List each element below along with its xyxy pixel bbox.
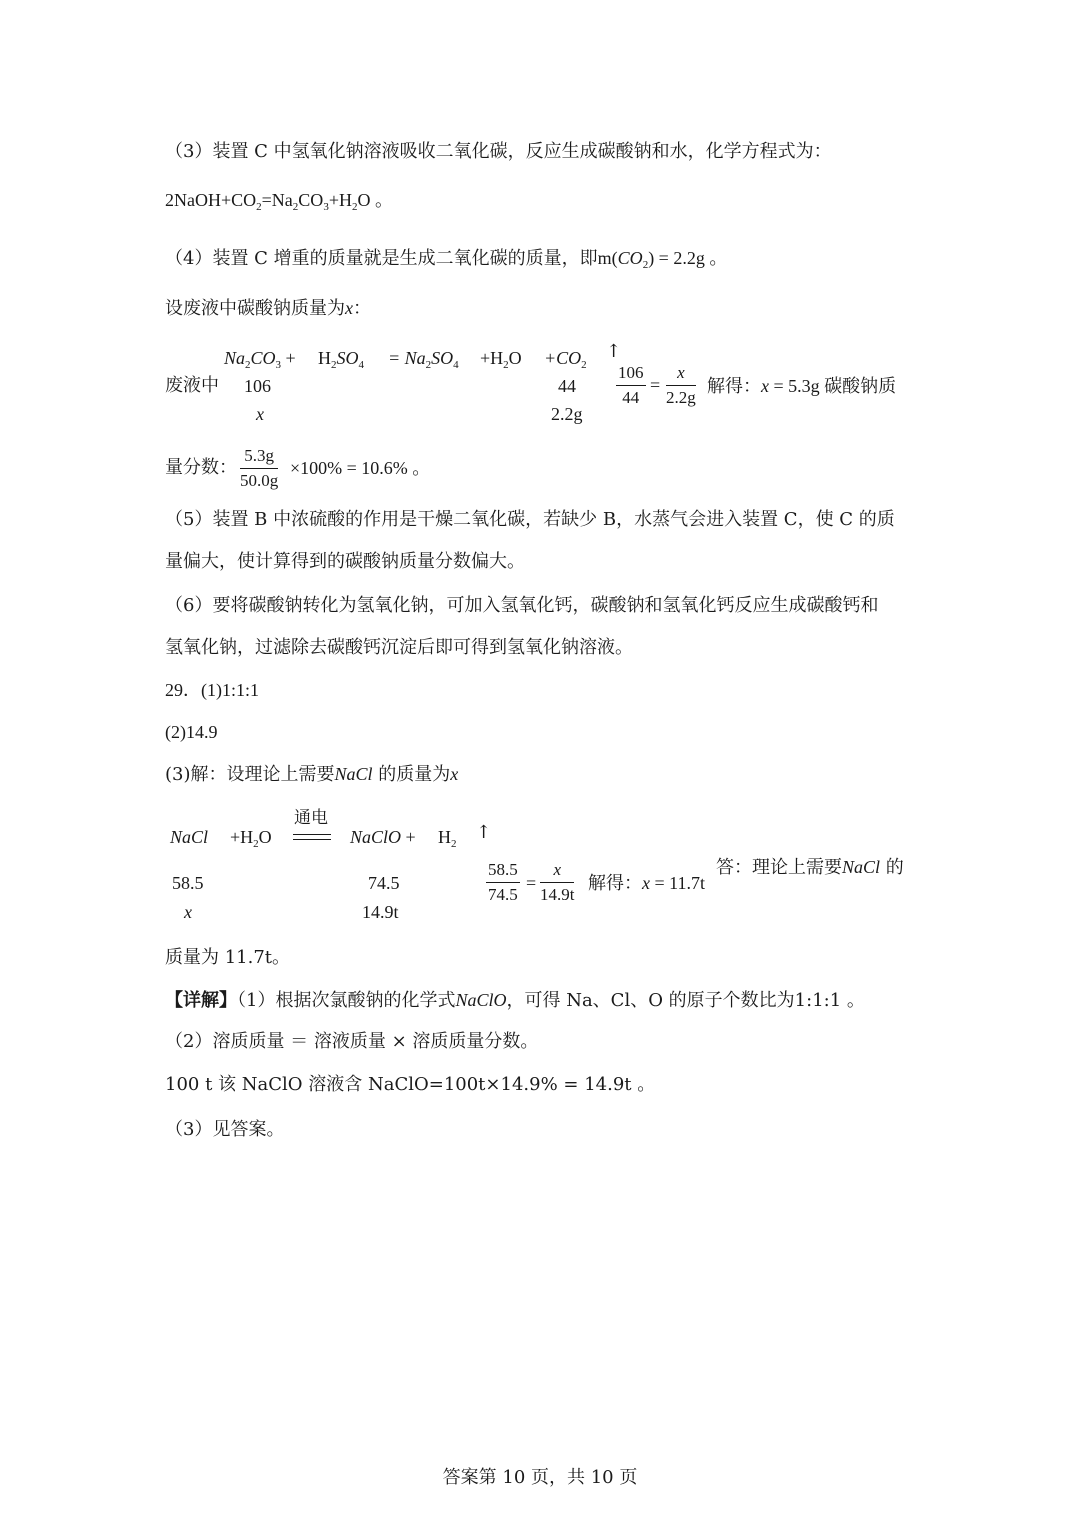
paragraph-5-line-2: 量偏大，使计算得到的碳酸钠质量分数偏大。	[165, 551, 525, 572]
fraction-x-2-2g: $\frac{x}{2.2g}$	[666, 363, 696, 407]
label-waste-liquid: 废液中	[165, 375, 219, 396]
unknown-x-2: x	[184, 902, 192, 922]
molar-mass-nacl: 58.5	[172, 873, 204, 893]
molar-mass-naclo: 74.5	[368, 873, 400, 893]
detail-1: 【详解】（1）根据次氯酸钠的化学式NaClO，可得 Na、Cl、O 的原子个数比为1:1:1 。	[165, 990, 865, 1011]
gas-arrow-icon: ↑	[606, 341, 622, 362]
answer-statement: 答：理论上需要NaCl 的	[716, 857, 904, 878]
product-h2: $H_2$	[438, 827, 457, 850]
solution-result-2: 解得：x = 11.7t	[588, 873, 705, 894]
page-footer: 答案第 10 页，共 10 页	[442, 1467, 638, 1488]
equals-line-bottom	[293, 839, 331, 840]
question-29-part-1: 29．(1)1:1:1	[165, 680, 259, 700]
question-29-part-2: (2)14.9	[165, 722, 218, 742]
product-naclo: NaClO +	[350, 827, 416, 847]
gas-arrow-icon-2: ↑	[476, 822, 492, 843]
molar-mass-co2: 44	[558, 376, 576, 396]
paragraph-6-line-2: 氢氧化钠，过滤除去碳酸钙沉淀后即可得到氢氧化钠溶液。	[165, 637, 633, 658]
mass-fraction-result: ×100% = 10.6% 。	[290, 458, 431, 478]
mass-fraction-line: 量分数：	[165, 457, 237, 478]
mass-co2: 2.2g	[551, 404, 583, 424]
reactant-h2o: $+H_2O$	[230, 827, 272, 850]
fraction-x-14-9t: $\frac{x}{14.9t}$	[540, 860, 575, 904]
equals-sign: =	[650, 375, 661, 395]
paragraph-4-setup: 设废液中碳酸钠质量为x：	[165, 298, 371, 319]
product-na2so4: = $Na_2SO_4$	[388, 348, 459, 371]
detail-2: （2）溶质质量 ＝ 溶液质量 × 溶质质量分数。	[165, 1031, 539, 1052]
equals-sign-2: =	[526, 873, 537, 893]
reactant-nacl: NaCl	[170, 827, 209, 847]
product-co2: $+CO_2$	[544, 348, 587, 371]
paragraph-3: （3）装置 C 中氢氧化钠溶液吸收二氧化碳，反应生成碳酸钠和水，化学方程式为：	[165, 141, 832, 162]
question-29-part-3: (3)解：设理论上需要NaCl 的质量为x	[165, 764, 459, 785]
detail-4: （3）见答案。	[165, 1119, 285, 1140]
question-29-answer: 质量为 11.7t。	[165, 947, 291, 968]
fraction-5-3g-50g: $\frac{5.3g}{50.0g}$	[240, 446, 279, 490]
solution-result: 解得：x = 5.3g 碳酸钠质	[707, 376, 897, 397]
detail-3: 100 t 该 NaClO 溶液含 NaClO=100t×14.9% = 14.9t 。	[165, 1074, 656, 1095]
condition-electrolysis: 通电	[294, 808, 328, 828]
paragraph-4: （4）装置 C 增重的质量就是生成二氧化碳的质量，即$m(CO_2) = 2.2g$ 。	[165, 248, 728, 271]
reactant-h2so4: $H_2SO_4$	[318, 348, 364, 371]
mass-naclo: 14.9t	[362, 902, 399, 922]
unknown-x: x	[256, 404, 264, 424]
product-h2o: $+H_2O$	[480, 348, 522, 371]
fraction-58-5-74-5: $\frac{58.5}{74.5}$	[488, 860, 518, 904]
paragraph-6-line-1: （6）要将碳酸钠转化为氢氧化钠，可加入氢氧化钙，碳酸钠和氢氧化钙反应生成碳酸钙和	[165, 595, 879, 616]
molar-mass-na2co3: 106	[244, 376, 271, 396]
reactant-na2co3: $Na_2CO_3$ +	[224, 348, 296, 371]
paragraph-5-line-1: （5）装置 B 中浓硫酸的作用是干燥二氧化碳，若缺少 B，水蒸气会进入装置 C，使 C 的质	[165, 509, 895, 530]
equation-naoh-co2: $2NaOH+CO_2=Na_2CO_3+H_2O$ 。	[165, 190, 393, 213]
fraction-106-44: $\frac{106}{44}$	[618, 363, 644, 407]
equals-line-top	[293, 834, 331, 835]
